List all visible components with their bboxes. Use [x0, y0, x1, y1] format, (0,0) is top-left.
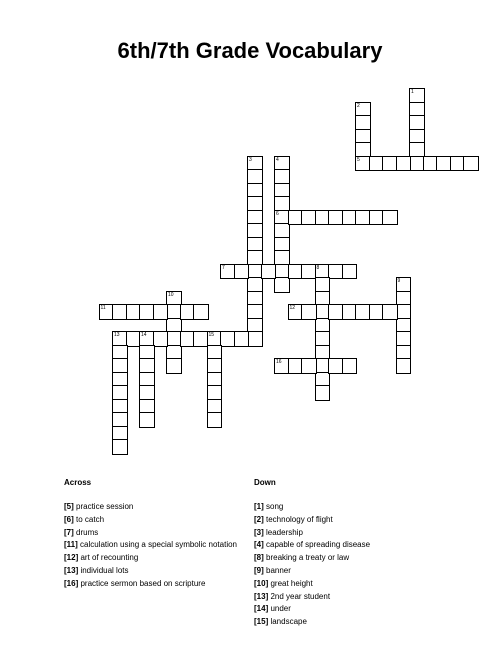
clue-number: [13] — [254, 591, 269, 601]
grid-cell[interactable] — [301, 358, 317, 374]
grid-cell[interactable] — [247, 331, 263, 347]
clue-number: 11 — [100, 305, 106, 311]
down-clue — [254, 616, 370, 629]
across-clue — [64, 552, 237, 565]
clue-number: [8] — [254, 553, 264, 563]
clue-text: to catch — [73, 514, 105, 524]
down-clue — [254, 591, 370, 604]
clue-number: [5] — [64, 502, 74, 511]
down-clue — [254, 539, 370, 552]
clue-text: capable of spreading disease — [263, 540, 371, 550]
down-clue — [254, 501, 370, 514]
clue-number: [4] — [254, 540, 264, 550]
across-clues — [64, 478, 237, 591]
puzzle-title: 6th/7th Grade Vocabulary — [117, 38, 383, 63]
clue-text: breaking a treaty or law — [263, 553, 350, 563]
grid-cell[interactable] — [396, 358, 412, 374]
grid-cell[interactable] — [234, 264, 250, 280]
grid-cell[interactable] — [207, 412, 223, 428]
grid-cell[interactable] — [153, 331, 169, 347]
grid-cell[interactable] — [234, 331, 250, 347]
across-clue — [64, 527, 237, 540]
clue-number: 9 — [397, 278, 401, 284]
down-clue — [254, 578, 370, 591]
clue-number: 3 — [249, 156, 252, 163]
clue-text: song — [263, 502, 284, 511]
clue-text: practice session — [73, 502, 134, 511]
clue-number: 14 — [141, 332, 147, 338]
across-clue — [64, 514, 237, 527]
clue-text: great height — [268, 578, 313, 588]
clue-number: 8 — [316, 264, 320, 271]
clue-text: art of recounting — [78, 553, 139, 563]
across-clue — [64, 565, 237, 578]
clue-number: [7] — [64, 527, 74, 537]
clue-number: 6 — [276, 210, 279, 217]
clue-number: [12] — [64, 553, 79, 563]
grid-cell[interactable] — [153, 304, 169, 320]
clue-number: [16] — [64, 578, 79, 588]
down-clue — [254, 565, 370, 578]
clue-number: 4 — [276, 156, 279, 163]
grid-cell[interactable] — [139, 412, 155, 428]
clue-number: 15 — [208, 332, 215, 338]
grid-cell[interactable] — [342, 264, 358, 280]
grid-cell[interactable] — [301, 304, 317, 320]
down-clue — [254, 514, 370, 527]
across-heading: Across — [64, 478, 92, 487]
clue-text: 2nd year student — [268, 591, 331, 601]
across-clue — [64, 501, 237, 514]
clue-number: 7 — [222, 264, 225, 271]
grid-cell[interactable] — [315, 385, 331, 401]
clue-number: [10] — [254, 578, 269, 588]
grid-cell[interactable] — [261, 264, 277, 280]
clue-number: [9] — [254, 565, 264, 575]
clue-number: [15] — [254, 617, 269, 627]
across-clue — [64, 578, 237, 591]
clue-number: 2 — [357, 102, 360, 109]
down-heading: Down — [254, 478, 276, 487]
clue-text: drums — [73, 527, 99, 537]
clue-text: banner — [263, 565, 291, 575]
clue-number: 13 — [114, 332, 120, 338]
clue-number: [3] — [254, 527, 264, 537]
clue-text: landscape — [268, 617, 307, 627]
clue-number: [1] — [254, 502, 264, 511]
clue-text: under — [268, 604, 291, 614]
grid-cell[interactable] — [342, 358, 358, 374]
clue-text: individual lots — [78, 565, 129, 575]
clue-number: [13] — [64, 565, 79, 575]
clue-number: 1 — [411, 89, 414, 95]
clue-text: practice sermon based on scripture — [78, 578, 206, 588]
grid-cell[interactable] — [166, 358, 182, 374]
clue-text: leadership — [263, 527, 303, 537]
clue-text: calculation using a special symbolic notation — [77, 540, 237, 550]
down-clue — [254, 552, 370, 565]
clue-number: 16 — [276, 359, 282, 365]
clue-text: technology of flight — [263, 514, 333, 524]
grid-cell[interactable] — [463, 156, 479, 172]
clue-number: [11] — [64, 540, 78, 550]
grid-cell[interactable] — [112, 439, 128, 455]
down-clue — [254, 527, 370, 540]
down-clues — [254, 478, 370, 629]
clue-number: [2] — [254, 514, 264, 524]
clue-number: 12 — [289, 305, 296, 311]
grid-cell[interactable] — [382, 210, 398, 226]
down-clue — [254, 603, 370, 616]
grid-cell[interactable] — [193, 304, 209, 320]
clue-number: [14] — [254, 604, 269, 614]
clue-number: [6] — [64, 514, 74, 524]
across-clue — [64, 539, 237, 552]
grid-cell[interactable] — [382, 304, 398, 320]
grid-cell[interactable] — [396, 156, 412, 172]
clue-number: 10 — [168, 291, 174, 298]
grid-cell[interactable] — [274, 277, 290, 293]
clue-number: 5 — [357, 156, 360, 163]
